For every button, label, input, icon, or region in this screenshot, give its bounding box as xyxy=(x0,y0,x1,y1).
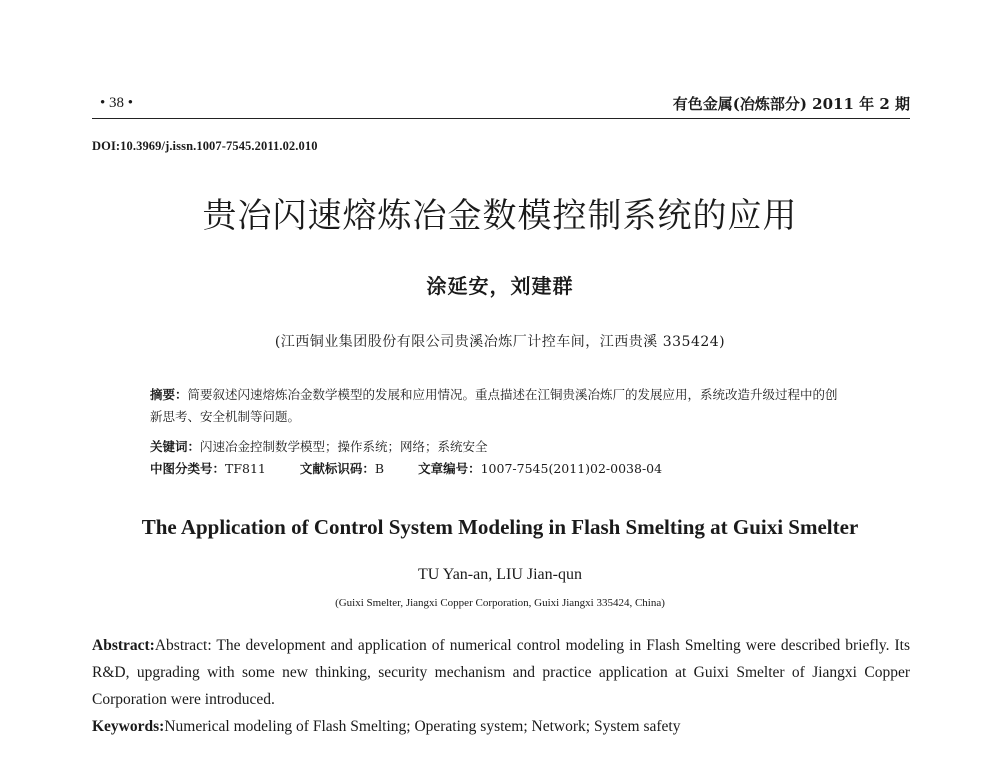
keywords-chinese-label: 关键词： xyxy=(150,439,201,454)
abstract-chinese xyxy=(150,384,850,428)
keywords-chinese-text: 闪速冶金控制数学模型；操作系统；网络；系统安全 xyxy=(200,439,488,454)
keywords-english-text: Numerical modeling of Flash Smelting; Operating system; Network; System safety xyxy=(164,718,681,735)
article-number-value: 1007-7545(2011)02-0038-04 xyxy=(480,461,663,476)
page-number: • 38 • xyxy=(100,95,134,111)
authors-chinese: 涂延安，刘建群 xyxy=(426,274,574,298)
journal-issue: 有色金属(冶炼部分) 2011 年 2 期 xyxy=(672,95,910,113)
keywords-chinese xyxy=(150,436,850,458)
keywords-english-label: Keywords: xyxy=(92,718,165,735)
clc-value: TF811 xyxy=(225,461,266,476)
abstract-chinese-text: 简要叙述闪速熔炼冶金数学模型的发展和应用情况。重点描述在江铜贵溪冶炼厂的发展应用，系统改造升级过程中的创新思考、安全机制等问题。 xyxy=(150,387,838,424)
clc-label: 中图分类号： xyxy=(150,461,226,476)
affiliation-english: (Guixi Smelter, Jiangxi Copper Corporation, Guixi Jiangxi 335424, China) xyxy=(335,597,665,609)
abstract-chinese-label: 摘要： xyxy=(150,387,188,402)
article-number-label: 文章编号： xyxy=(418,461,481,476)
abstract-english-label: Abstract: xyxy=(92,637,155,654)
title-english: The Application of Control System Modeling in Flash Smelting at Guixi Smelter xyxy=(141,515,859,539)
doi: DOI:10.3969/j.issn.1007-7545.2011.02.010 xyxy=(92,139,318,153)
doc-code-label: 文献标识码： xyxy=(299,461,375,476)
abstract-english xyxy=(92,632,910,713)
title-chinese: 贵冶闪速熔炼冶金数模控制系统的应用 xyxy=(202,196,798,236)
running-header xyxy=(92,92,910,119)
classification-line xyxy=(150,458,850,480)
doc-code-value: B xyxy=(374,461,385,476)
authors-english: TU Yan-an, LIU Jian-qun xyxy=(418,566,582,583)
abstract-english-text: Abstract: The development and application of numerical control modeling in Flash Smelting were described briefly. Its R&D, upgrading with some new thinking, security mechanism and practice application at Guixi Smelter of Jiangxi Copper Corporation were introduced. xyxy=(92,637,910,708)
affiliation-chinese: (江西铜业集团股份有限公司贵溪冶炼厂计控车间，江西贵溪 335424) xyxy=(274,334,726,350)
keywords-english xyxy=(92,713,910,740)
